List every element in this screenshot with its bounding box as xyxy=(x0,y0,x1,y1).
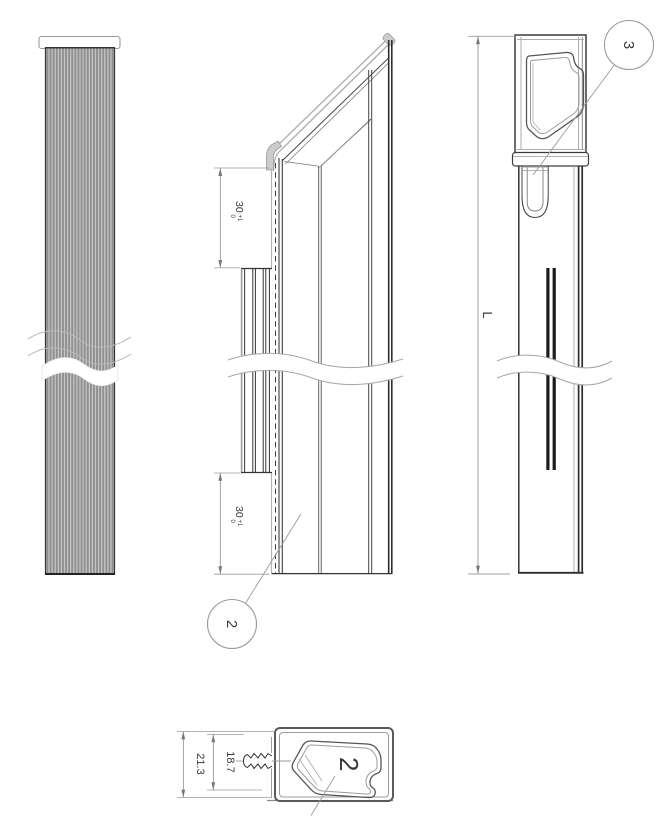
arrowhead xyxy=(218,168,222,176)
end-cap xyxy=(39,37,120,49)
head-flange xyxy=(513,153,589,167)
dim-text: 21.3 xyxy=(194,753,206,775)
dim-text: 30 xyxy=(233,506,245,518)
leader-line xyxy=(245,514,301,604)
side-view xyxy=(468,21,654,575)
section-view xyxy=(177,728,393,816)
dim-30-lower xyxy=(214,473,269,574)
balloon-number: 3 xyxy=(620,40,637,50)
dim-text: L xyxy=(480,311,494,319)
dim-text: 18.7 xyxy=(224,751,236,773)
arrowhead xyxy=(476,36,480,44)
front-view xyxy=(208,32,404,648)
dim-text: 30 xyxy=(233,201,245,213)
arrowhead xyxy=(218,566,222,574)
arrowhead xyxy=(218,473,222,481)
dim-length-L xyxy=(468,36,516,574)
pocket-mark: 2 xyxy=(334,757,364,772)
arrowhead xyxy=(476,566,480,574)
dim-tolerance-plus: +1 xyxy=(236,519,243,527)
arrowhead xyxy=(181,732,185,740)
balloon-2 xyxy=(208,514,302,649)
arrowhead xyxy=(218,260,222,268)
arrowhead xyxy=(211,735,215,743)
dim-30-upper xyxy=(214,168,269,268)
balloon-number: 2 xyxy=(223,619,240,629)
arrowhead xyxy=(181,790,185,798)
dim-tolerance-plus: +1 xyxy=(236,214,243,222)
ribbed-body xyxy=(45,47,115,575)
dim-tolerance-minus: 0 xyxy=(228,519,235,523)
dim-tolerance-minus: 0 xyxy=(228,214,235,218)
ribbed-profile-view xyxy=(28,37,131,576)
arrowhead xyxy=(211,782,215,790)
screw-channel xyxy=(522,166,548,218)
